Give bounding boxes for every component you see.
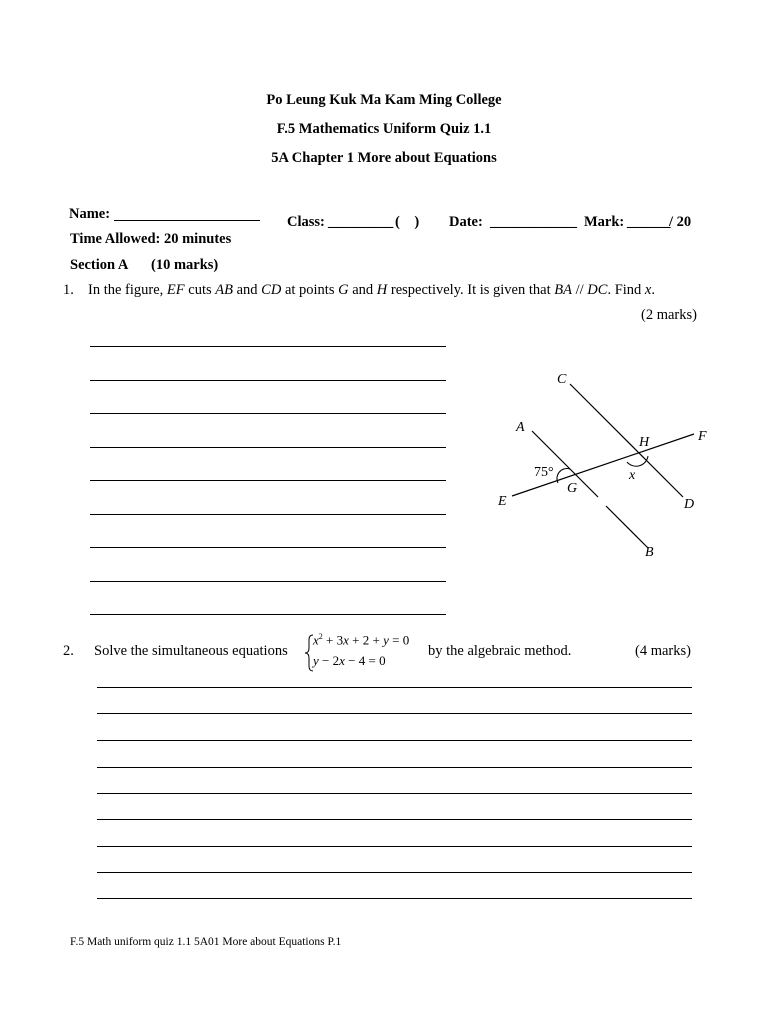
q2-number: 2. [63, 643, 74, 659]
mark-blank: ______ [627, 214, 671, 230]
label-e: E [498, 494, 507, 509]
q2-answer-line [97, 898, 692, 899]
line-cd [570, 384, 683, 497]
q2-answer-line [97, 819, 692, 820]
label-a: A [516, 420, 525, 435]
q2-answer-line [97, 740, 692, 741]
label-c: C [557, 372, 567, 387]
q2-marks: (4 marks) [635, 643, 691, 659]
label-d: D [684, 497, 695, 512]
q2-answer-line [97, 713, 692, 714]
q2-answer-line [97, 793, 692, 794]
line-ab-lower [606, 506, 648, 548]
q2-answer-line [97, 846, 692, 847]
label-g: G [567, 481, 578, 496]
class-blank: _________ [328, 214, 394, 230]
page-footer: F.5 Math uniform quiz 1.1 5A01 More about Equations P.1 [70, 936, 342, 948]
q2-answer-line [97, 767, 692, 768]
mark-total: / 20 [669, 214, 692, 230]
q1-marks: (2 marks) [641, 307, 697, 323]
q1-text: In the figure, EF cuts AB and CD at points G and H respectively. It is given that BA // DC. Find x. [88, 282, 655, 298]
line-ab-upper [532, 431, 598, 497]
quiz-title: F.5 Mathematics Uniform Quiz 1.1 [276, 121, 492, 137]
angle-arc-x [627, 456, 648, 466]
label-x: x [629, 468, 636, 483]
equation-1: $x^2 + 3x + 2 + y = 0$ [313, 632, 410, 648]
label-angle-75: 75° [534, 465, 554, 480]
school-name: Po Leung Kuk Ma Kam Ming College [266, 92, 502, 108]
q1-number: 1. [63, 282, 74, 298]
q2-answer-line [97, 687, 692, 688]
chapter-title: 5A Chapter 1 More about Equations [271, 150, 497, 166]
equation-2: y − 2x − 4 = 0 [313, 653, 386, 668]
label-h: H [639, 435, 650, 450]
class-label: Class: [287, 214, 325, 230]
q2-text-after: by the algebraic method. [428, 643, 572, 659]
label-b: B [645, 545, 654, 560]
label-f: F [698, 429, 707, 444]
date-label: Date: [449, 214, 483, 230]
name-label: Name: [69, 206, 111, 222]
q2-answer-line [97, 872, 692, 873]
class-number-paren: ( ) [395, 214, 420, 230]
time-allowed: Time Allowed: 20 minutes [70, 231, 232, 247]
section-label: Section A [70, 257, 129, 273]
q2-text-before: Solve the simultaneous equations [94, 643, 288, 659]
section-marks: (10 marks) [151, 257, 219, 273]
date-blank: ____________ [490, 214, 577, 230]
mark-label: Mark: [584, 214, 625, 230]
